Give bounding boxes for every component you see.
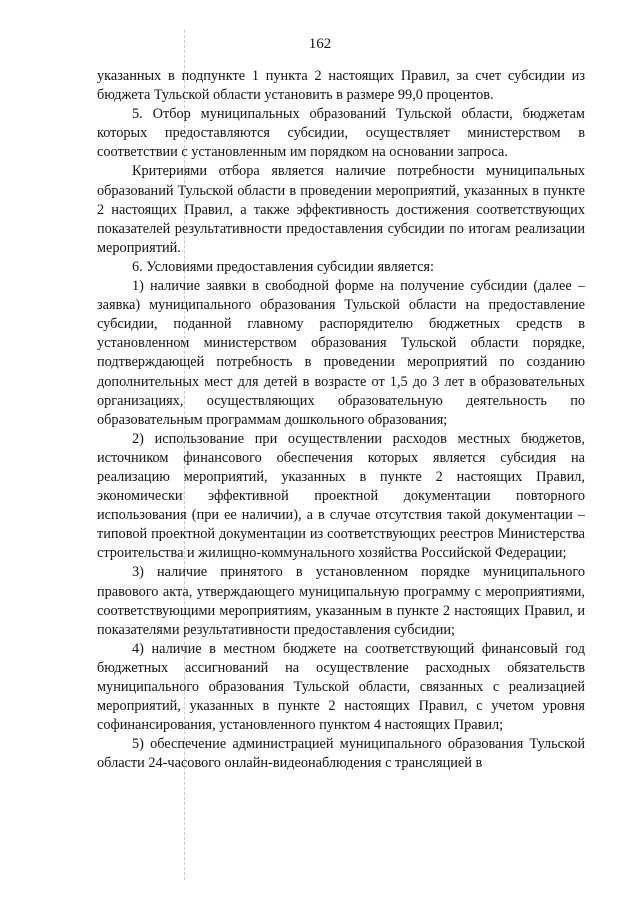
paragraph: 3) наличие принятого в установленном порядке муниципального правового акта, утверждающего муниципальную программу с мероприятиями, соответствующими мероприятиям, указанным в пункте 2 настоящих Правил, и показателями результативности предоставления субсидии;: [97, 564, 585, 638]
paragraph: 5. Отбор муниципальных образований Тульской области, бюджетам которых предоставляются субсидии, осуществляет министерством в соответствии с установленным им порядком на основании запроса.: [97, 106, 585, 161]
paragraph: указанных в подпункте 1 пункта 2 настоящих Правил, за счет субсидии из бюджета Тульской области установить в размере 99,0 процентов.: [97, 68, 585, 104]
page-number: 162: [308, 36, 332, 52]
paragraph: 1) наличие заявки в свободной форме на получение субсидии (далее – заявка) муниципального образования Тульской области на предоставление субсидии, поданной главному распорядителю бюджетных средств в установленном министерством образования Тульской области порядке, подтверждающей потребность в проведении мероприятий по созданию дополнительных мест для детей в возрасте от 1,5 до 3 лет в образовательных организациях, осуществляющих образовательную деятельность по образовательным программам дошкольного образования;: [97, 278, 585, 428]
document-body: [97, 67, 585, 773]
paragraph: 2) использование при осуществлении расходов местных бюджетов, источником финансового обеспечения которых является субсидия на реализацию мероприятий, указанных в пункте 2 настоящих Правил, экономически эффективной проектной документации повторного использования (при ее наличии), а в случае отсутствия такой документации – типовой проектной документации из соответствующих реестров Министерства строительства и жилищно-коммунального хозяйства Российской Федерации;: [97, 430, 585, 562]
paragraph: 6. Условиями предоставления субсидии является:: [132, 258, 434, 275]
paragraph: 4) наличие в местном бюджете на соответствующий финансовый год бюджетных ассигнований на осуществление расходных обязательств муниципального образования Тульской области, связанных с реализацией мероприятий, указанных в пункте 2 настоящих Правил, с учетом уровня софинансирования, установленного пунктом 4 настоящих Правил;: [97, 640, 585, 734]
paragraph: 5) обеспечение администрацией муниципального образования Тульской области 24-часового онлайн-видеонаблюдения с трансляцией в: [97, 736, 585, 772]
paragraph: Критериями отбора является наличие потребности муниципальных образований Тульской области в проведении мероприятий, указанных в пункте 2 настоящих Правил, а также эффективность достижения соответствующих показателей результативности предоставления субсидии по итогам реализации мероприятий.: [97, 163, 585, 256]
